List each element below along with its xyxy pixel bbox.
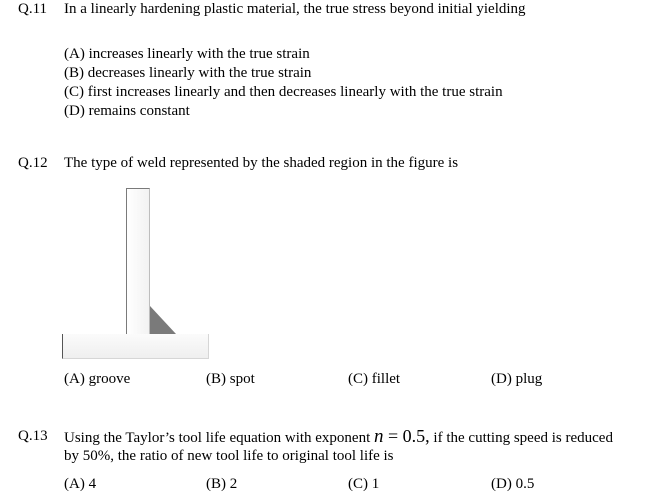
question-12-text: The type of weld represented by the shaded region in the figure is: [64, 155, 459, 171]
question-13-var-n: n: [374, 426, 384, 447]
question-13-number: Q.13: [18, 428, 48, 444]
question-13-text-before: Using the Taylor’s tool life equation with exponent: [64, 430, 371, 446]
question-13-text-line-2: by 50%, the ratio of new tool life to original tool life is: [64, 448, 394, 464]
weld-shaded-region: [150, 306, 176, 334]
question-12-option-d: (D) plug: [491, 371, 543, 387]
horizontal-plate: [62, 334, 209, 359]
question-12-option-c: (C) fillet: [348, 371, 401, 387]
question-11-option-d: (D) remains constant: [64, 103, 190, 119]
question-12-option-a: (A) groove: [64, 371, 131, 387]
question-13-equation: = 0.5,: [383, 426, 430, 446]
question-11-options: [64, 45, 503, 121]
weld-figure: [62, 188, 212, 363]
question-11-option-b: (B) decreases linearly with the true strain: [64, 65, 312, 81]
question-11-option-a: (A) increases linearly with the true strain: [64, 46, 310, 62]
question-13-option-d: (D) 0.5: [491, 476, 535, 492]
question-12-number: Q.12: [18, 155, 48, 171]
question-11-text: In a linearly hardening plastic material, the true stress beyond initial yielding: [64, 1, 526, 17]
question-13-option-a: (A) 4: [64, 476, 97, 492]
question-12-option-b: (B) spot: [206, 371, 255, 387]
question-13-option-c: (C) 1: [348, 476, 380, 492]
question-11-number: Q.11: [18, 1, 48, 17]
question-13-text: [64, 427, 613, 447]
question-13-option-b: (B) 2: [206, 476, 238, 492]
question-11-option-c: (C) first increases linearly and then decreases linearly with the true strain: [64, 84, 503, 100]
question-13-text-after: if the cutting speed is reduced: [429, 430, 613, 446]
vertical-plate: [126, 188, 150, 334]
